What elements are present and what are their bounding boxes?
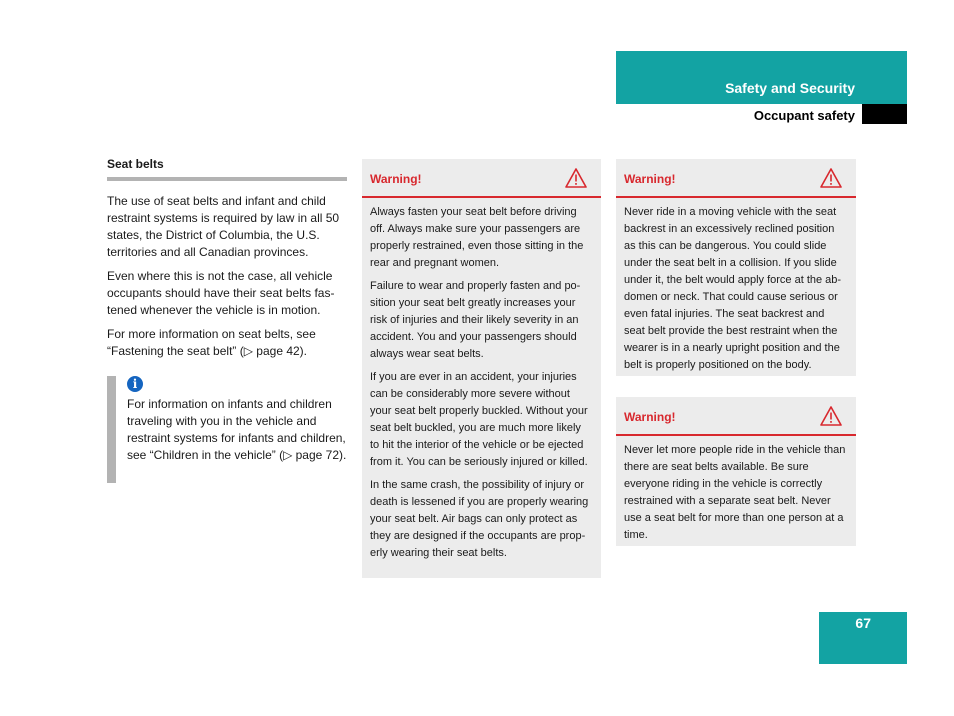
section-tab-marker — [862, 104, 907, 124]
warning-paragraph: If you are ever in an accident, your injuries can be considerably more severe without your seat belt properly buckled. Without your seat belt buckled, you are much more likely to hit the interior of the vehicle or be ejected from it. You can be seriously injured or killed. — [370, 371, 588, 468]
warning-body — [616, 436, 856, 558]
section-title: Safety and Security — [725, 80, 855, 96]
left-column — [107, 157, 347, 464]
paragraph: For more information on seat belts, see “Fastening the seat belt” (▷ page 42). — [107, 327, 316, 358]
warning-box-occupancy — [616, 397, 856, 546]
warning-body — [616, 198, 856, 388]
warning-paragraph: Failure to wear and properly fasten and po-sition your seat belt greatly increases your risk of injuries and their likely severity in an accident. You and your passengers should always wear seat belts. — [370, 280, 581, 360]
warning-label: Warning! — [370, 172, 422, 186]
warning-paragraph: In the same crash, the possibility of injury or death is lessened if you are properly wearing your seat belt. Air bags can only protect as they are designed if the occupants are prop-erly wearing their seat belts. — [370, 479, 589, 559]
warning-header — [616, 397, 856, 436]
warning-triangle-icon — [820, 406, 842, 426]
warning-header — [616, 159, 856, 198]
warning-box-seat-belts — [362, 159, 601, 578]
warning-box-reclined-seat — [616, 159, 856, 376]
warning-paragraph: Always fasten your seat belt before driving off. Always make sure your passengers are properly restrained, even those sitting in the rear and pregnant women. — [370, 206, 584, 269]
page-number: 67 — [855, 615, 871, 631]
info-bar — [107, 376, 116, 483]
warning-triangle-icon — [565, 168, 587, 188]
warning-header — [362, 159, 601, 198]
header-band — [616, 51, 907, 104]
paragraph: Even where this is not the case, all vehicle occupants should have their seat belts fas-tened whenever the vehicle is in motion. — [107, 269, 335, 317]
info-icon: i — [127, 376, 143, 392]
paragraph: The use of seat belts and infant and child restraint systems is required by law in all 50 states, the District of Columbia, the U.S. territories and all Canadian provinces. — [107, 194, 340, 259]
warning-paragraph: Never ride in a moving vehicle with the seat backrest in an excessively reclined position as this can be dangerous. You could slide under the seat belt in a collision. If you slide under it, the belt would apply force at the ab-domen or neck. That could cause serious or even fatal injuries. The seat backrest and seat belt provide the best restraint when the wearer is in a nearly upright position and the belt is properly positioned on the body. — [624, 206, 842, 371]
info-note-text: For information on infants and children traveling with you in the vehicle and restraint systems for infants and children, see “Children in the vehicle” (▷ page 72). — [127, 397, 347, 462]
warning-label: Warning! — [624, 172, 676, 186]
warning-paragraph: Never let more people ride in the vehicle than there are seat belts available. Be sure everyone riding in the vehicle is correctly restrained with a separate seat belt. Never use a seat belt for more than one person at a time. — [624, 444, 846, 541]
info-note — [107, 376, 347, 464]
warning-label: Warning! — [624, 410, 676, 424]
warning-triangle-icon — [820, 168, 842, 188]
warning-body — [362, 198, 601, 576]
subsection-title: Occupant safety — [753, 108, 855, 123]
seat-belts-heading: Seat belts — [107, 157, 347, 181]
